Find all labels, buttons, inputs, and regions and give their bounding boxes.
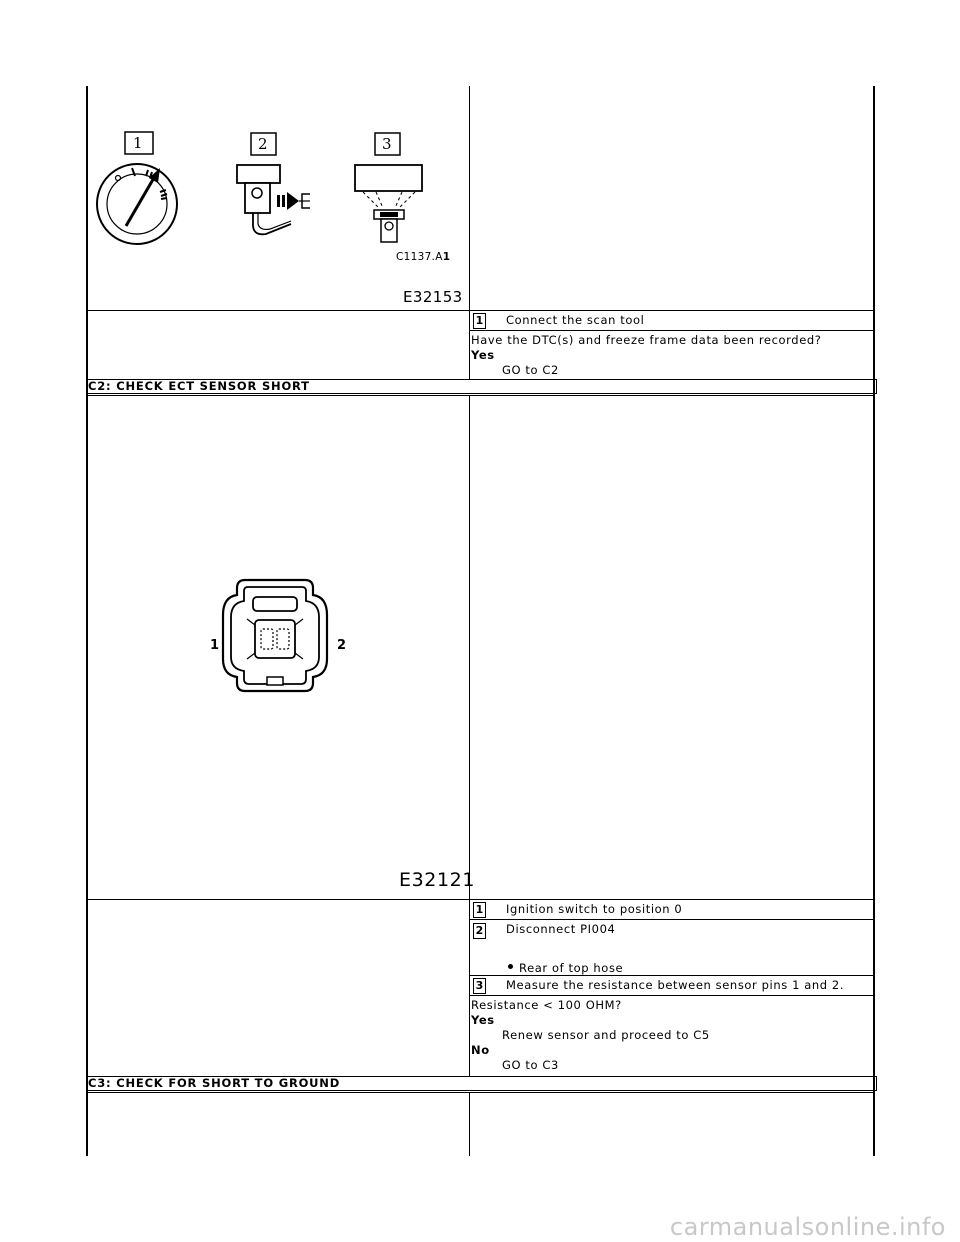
pin-label-1: 1 <box>210 638 220 653</box>
question-2-yes: Yes <box>471 1013 495 1027</box>
row-line-figure2-top <box>86 395 470 396</box>
section-header-c2: C2: CHECK ECT SENSOR SHORT <box>86 379 877 394</box>
step-number-1: 1 <box>473 313 486 329</box>
row-line-step-a1 <box>470 330 875 331</box>
column-divider-bottom <box>469 1092 470 1156</box>
watermark: carmanualsonline.info <box>669 1213 946 1241</box>
question-1-yes-action: GO to C2 <box>502 363 559 377</box>
step-text-measure: Measure the resistance between sensor pins 1 and 2. <box>506 978 845 992</box>
row-line-step-c2-2 <box>470 975 875 976</box>
figure-id-2: E32121 <box>399 869 476 891</box>
question-2-yes-action: Renew sensor and proceed to C5 <box>502 1028 710 1042</box>
figure-id-1: E32153 <box>403 288 463 306</box>
step-text-connect: Connect the scan tool <box>506 313 645 327</box>
question-2-no: No <box>471 1043 490 1057</box>
part-ref: C1137.A1 <box>396 251 451 263</box>
step-text-disconnect: Disconnect PI004 <box>506 922 616 936</box>
step-bullet-rear-hose: Rear of top hose <box>519 961 624 975</box>
fig-box-label-3: 3 <box>382 135 393 153</box>
fig-box-label-2: 2 <box>258 135 269 153</box>
row-line-step-c2-1 <box>470 919 875 920</box>
question-2: Resistance < 100 OHM? <box>471 998 622 1012</box>
step-text-ignition: Ignition switch to position 0 <box>506 902 683 916</box>
step-number-c2-2: 2 <box>473 923 486 939</box>
section-header-c3: C3: CHECK FOR SHORT TO GROUND <box>86 1076 877 1091</box>
row-line-c3-top <box>86 1092 875 1093</box>
step-number-c2-3: 3 <box>473 978 486 994</box>
figure-scan-tool <box>88 86 469 310</box>
fig-box-label-1: 1 <box>133 134 144 152</box>
column-divider-top <box>469 86 470 379</box>
row-line-step-c2-3 <box>470 995 875 996</box>
figure-connector <box>215 575 355 695</box>
question-1-yes: Yes <box>471 348 495 362</box>
bullet-dot <box>508 964 513 969</box>
row-line-figure1-bottom <box>86 310 875 311</box>
question-2-no-action: GO to C3 <box>502 1058 559 1072</box>
row-line-figure2-bottom <box>86 899 875 900</box>
step-number-c2-1: 1 <box>473 902 486 918</box>
row-line-figure2-top-right <box>470 395 875 396</box>
pin-label-2: 2 <box>337 638 347 653</box>
question-1: Have the DTC(s) and freeze frame data been recorded? <box>471 333 822 347</box>
